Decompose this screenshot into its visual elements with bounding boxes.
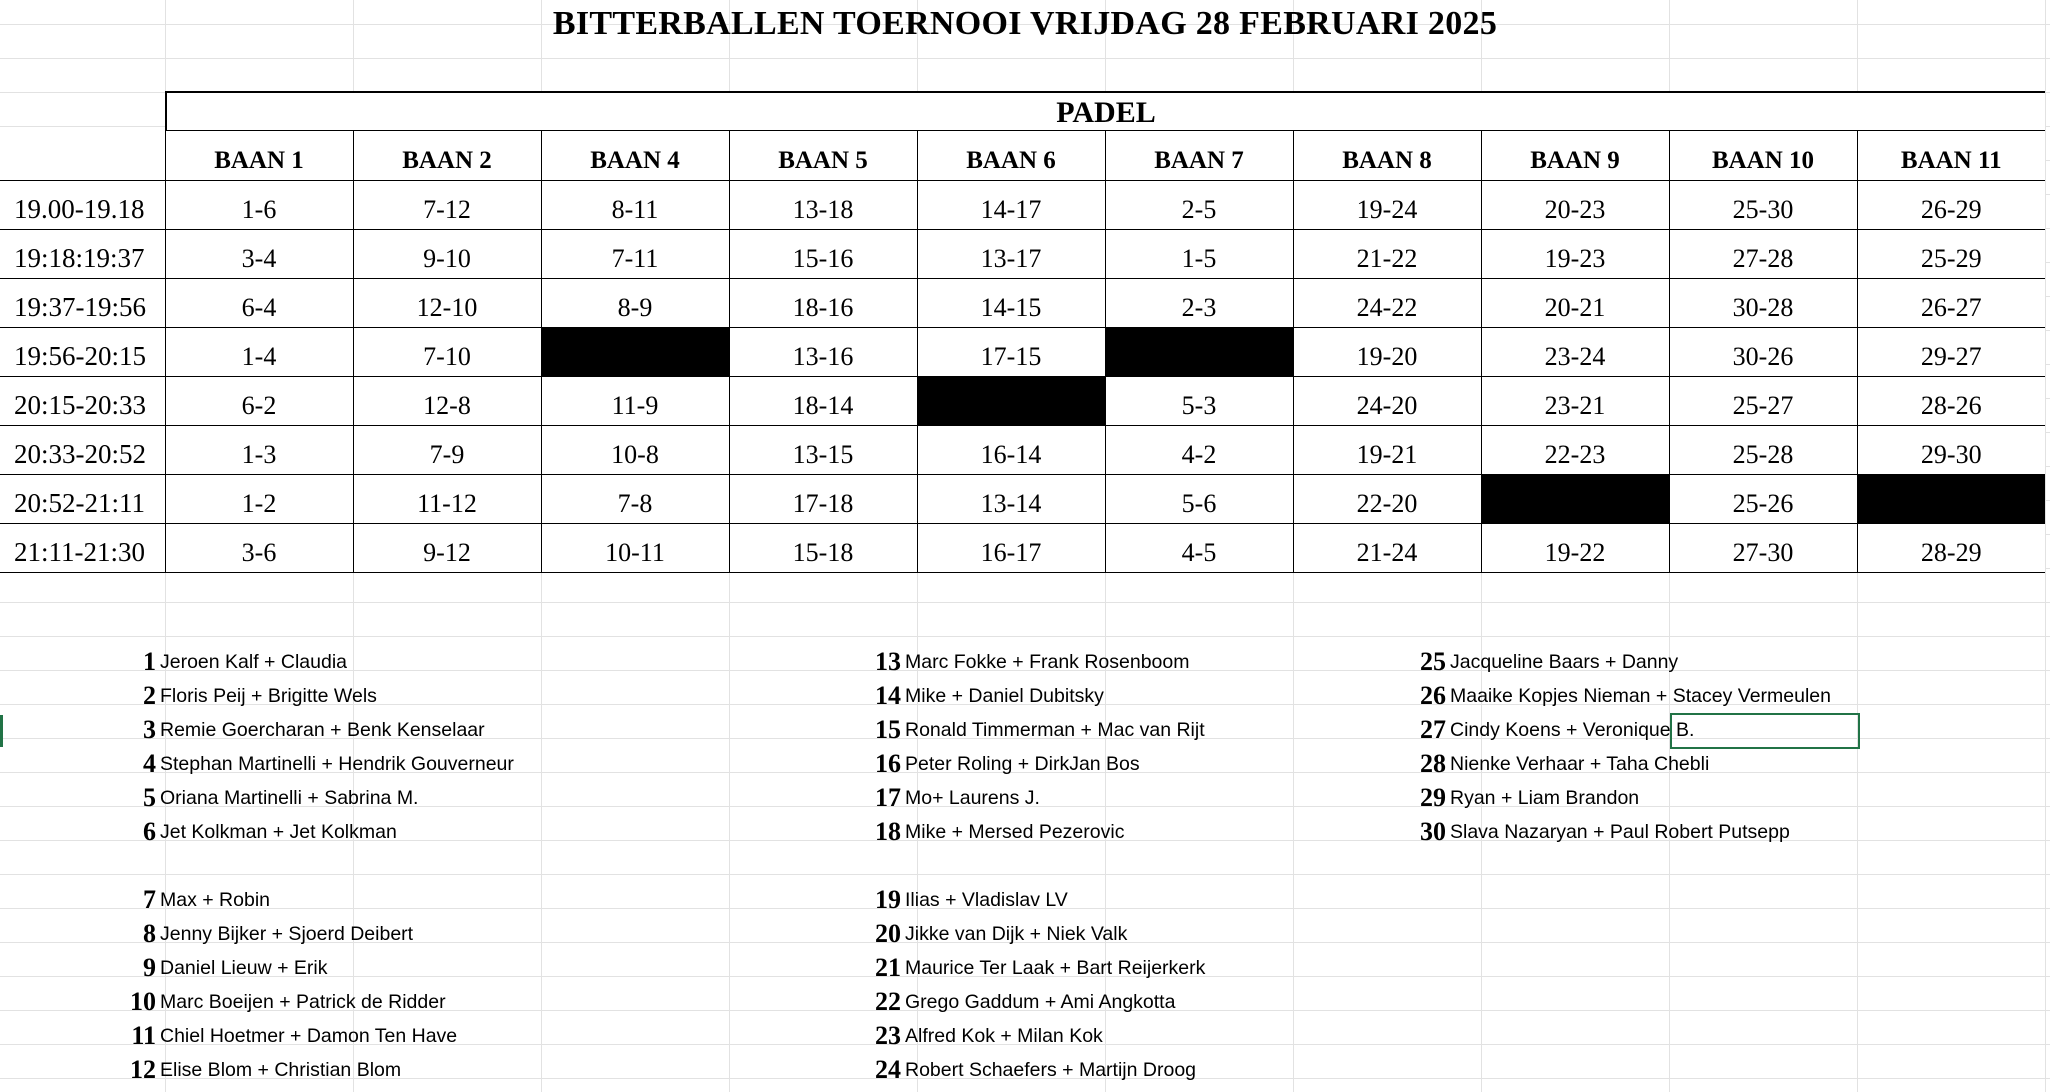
time-slot-row bbox=[0, 523, 2045, 572]
match-cell[interactable]: 1-3 bbox=[165, 425, 353, 474]
team-players: Nienke Verhaar + Taha Chebli bbox=[1450, 752, 1710, 775]
match-cell[interactable]: 7-12 bbox=[353, 180, 541, 229]
team-entry[interactable] bbox=[745, 917, 1205, 951]
schedule-table bbox=[0, 131, 2045, 573]
team-number: 23 bbox=[875, 1021, 901, 1050]
team-number: 7 bbox=[143, 885, 156, 914]
court-header[interactable]: BAAN 11 bbox=[1857, 131, 2045, 180]
match-cell[interactable]: 2-3 bbox=[1105, 278, 1293, 327]
match-cell[interactable]: 23-21 bbox=[1481, 376, 1669, 425]
team-entry[interactable] bbox=[745, 713, 1205, 747]
team-players: Mike + Daniel Dubitsky bbox=[905, 684, 1104, 707]
match-cell[interactable]: 8-11 bbox=[541, 180, 729, 229]
team-number: 3 bbox=[143, 715, 156, 744]
time-slot-row bbox=[0, 376, 2045, 425]
team-players: Max + Robin bbox=[160, 888, 271, 911]
team-players: Ronald Timmerman + Mac van Rijt bbox=[905, 718, 1205, 741]
match-cell[interactable]: 11-9 bbox=[541, 376, 729, 425]
team-number: 22 bbox=[875, 987, 901, 1016]
team-players: Jenny Bijker + Sjoerd Deibert bbox=[160, 922, 414, 945]
match-cell[interactable]: 26-27 bbox=[1857, 278, 2045, 327]
team-number: 12 bbox=[130, 1055, 156, 1084]
match-cell[interactable]: 12-10 bbox=[353, 278, 541, 327]
team-players: Chiel Hoetmer + Damon Ten Have bbox=[160, 1024, 458, 1047]
match-cell[interactable]: 25-30 bbox=[1669, 180, 1857, 229]
court-header[interactable]: BAAN 5 bbox=[729, 131, 917, 180]
match-cell[interactable]: 28-29 bbox=[1857, 523, 2045, 572]
team-entry[interactable] bbox=[0, 917, 514, 951]
team-entry[interactable] bbox=[0, 1019, 514, 1053]
blocked-court-cell[interactable] bbox=[1105, 327, 1293, 376]
match-cell[interactable]: 12-8 bbox=[353, 376, 541, 425]
team-players: Maaike Kopjes Nieman + Stacey Vermeulen bbox=[1450, 684, 1831, 707]
match-cell[interactable]: 22-20 bbox=[1293, 474, 1481, 523]
team-players: Ryan + Liam Brandon bbox=[1450, 786, 1640, 809]
match-cell[interactable]: 3-6 bbox=[165, 523, 353, 572]
match-cell[interactable]: 25-28 bbox=[1669, 425, 1857, 474]
match-cell[interactable]: 25-26 bbox=[1669, 474, 1857, 523]
team-players: Jikke van Dijk + Niek Valk bbox=[905, 922, 1128, 945]
team-entry[interactable] bbox=[0, 679, 514, 713]
section-header-padel: PADEL bbox=[165, 91, 2045, 131]
match-cell[interactable]: 15-16 bbox=[729, 229, 917, 278]
match-cell[interactable]: 7-8 bbox=[541, 474, 729, 523]
blocked-court-cell[interactable] bbox=[541, 327, 729, 376]
team-players: Jeroen Kalf + Claudia bbox=[160, 650, 347, 673]
match-cell[interactable]: 26-29 bbox=[1857, 180, 2045, 229]
time-slot-row bbox=[0, 229, 2045, 278]
team-number: 19 bbox=[875, 885, 901, 914]
match-cell[interactable]: 21-24 bbox=[1293, 523, 1481, 572]
match-cell[interactable]: 2-5 bbox=[1105, 180, 1293, 229]
team-entry[interactable] bbox=[1290, 645, 1831, 679]
team-number: 20 bbox=[875, 919, 901, 948]
match-cell[interactable]: 15-18 bbox=[729, 523, 917, 572]
team-entry[interactable] bbox=[745, 747, 1205, 781]
match-cell[interactable]: 19-24 bbox=[1293, 180, 1481, 229]
match-cell[interactable]: 14-17 bbox=[917, 180, 1105, 229]
court-header[interactable]: BAAN 1 bbox=[165, 131, 353, 180]
match-cell[interactable]: 28-26 bbox=[1857, 376, 2045, 425]
match-cell[interactable]: 27-28 bbox=[1669, 229, 1857, 278]
court-header-row bbox=[0, 131, 2045, 180]
match-cell[interactable]: 7-10 bbox=[353, 327, 541, 376]
team-entry[interactable] bbox=[1290, 713, 1831, 747]
team-number: 8 bbox=[143, 919, 156, 948]
time-slot-label[interactable]: 19:18:19:37 bbox=[0, 229, 165, 278]
time-slot-label[interactable]: 20:33-20:52 bbox=[0, 425, 165, 474]
match-cell[interactable]: 13-14 bbox=[917, 474, 1105, 523]
team-number: 9 bbox=[143, 953, 156, 982]
match-cell[interactable]: 24-20 bbox=[1293, 376, 1481, 425]
team-entry[interactable] bbox=[745, 985, 1205, 1019]
match-cell[interactable]: 18-16 bbox=[729, 278, 917, 327]
time-slot-row bbox=[0, 327, 2045, 376]
team-players: Elise Blom + Christian Blom bbox=[160, 1058, 402, 1081]
team-list-25-30 bbox=[1290, 645, 1831, 849]
match-cell[interactable]: 13-16 bbox=[729, 327, 917, 376]
team-number: 5 bbox=[143, 783, 156, 812]
team-number: 24 bbox=[875, 1055, 901, 1084]
time-slot-label[interactable]: 19.00-19.18 bbox=[0, 180, 165, 229]
team-entry[interactable] bbox=[1290, 679, 1831, 713]
court-header[interactable]: BAAN 9 bbox=[1481, 131, 1669, 180]
team-number: 1 bbox=[143, 647, 156, 676]
match-cell[interactable]: 5-3 bbox=[1105, 376, 1293, 425]
court-header[interactable]: BAAN 8 bbox=[1293, 131, 1481, 180]
time-slot-label[interactable]: 20:15-20:33 bbox=[0, 376, 165, 425]
team-players: Marc Fokke + Frank Rosenboom bbox=[905, 650, 1190, 673]
blocked-court-cell[interactable] bbox=[1857, 474, 2045, 523]
match-cell[interactable]: 5-6 bbox=[1105, 474, 1293, 523]
team-number: 26 bbox=[1420, 681, 1446, 710]
match-cell[interactable]: 16-14 bbox=[917, 425, 1105, 474]
team-players: Floris Peij + Brigitte Wels bbox=[160, 684, 377, 707]
team-list-1-12 bbox=[0, 645, 514, 1087]
match-cell[interactable]: 6-4 bbox=[165, 278, 353, 327]
time-slot-row bbox=[0, 425, 2045, 474]
team-players: Mo+ Laurens J. bbox=[905, 786, 1040, 809]
team-entry[interactable] bbox=[745, 951, 1205, 985]
team-entry[interactable] bbox=[745, 679, 1205, 713]
team-players: Maurice Ter Laak + Bart Reijerkerk bbox=[905, 956, 1206, 979]
team-number: 18 bbox=[875, 817, 901, 846]
team-players: Robert Schaefers + Martijn Droog bbox=[905, 1058, 1197, 1081]
team-players: Stephan Martinelli + Hendrik Gouverneur bbox=[160, 752, 514, 775]
team-number: 30 bbox=[1420, 817, 1446, 846]
match-cell[interactable]: 19-23 bbox=[1481, 229, 1669, 278]
team-entry[interactable] bbox=[745, 645, 1205, 679]
team-number: 10 bbox=[130, 987, 156, 1016]
team-players: Grego Gaddum + Ami Angkotta bbox=[905, 990, 1176, 1013]
team-entry[interactable] bbox=[0, 645, 514, 679]
match-cell[interactable]: 20-21 bbox=[1481, 278, 1669, 327]
team-entry[interactable] bbox=[745, 1019, 1205, 1053]
match-cell[interactable]: 1-6 bbox=[165, 180, 353, 229]
match-cell[interactable]: 19-22 bbox=[1481, 523, 1669, 572]
match-cell[interactable]: 23-24 bbox=[1481, 327, 1669, 376]
team-number: 13 bbox=[875, 647, 901, 676]
match-cell[interactable]: 7-9 bbox=[353, 425, 541, 474]
match-cell[interactable]: 19-20 bbox=[1293, 327, 1481, 376]
court-header[interactable]: BAAN 2 bbox=[353, 131, 541, 180]
match-cell[interactable]: 14-15 bbox=[917, 278, 1105, 327]
team-entry[interactable] bbox=[1290, 781, 1831, 815]
match-cell[interactable]: 13-15 bbox=[729, 425, 917, 474]
match-cell[interactable]: 24-22 bbox=[1293, 278, 1481, 327]
team-entry[interactable] bbox=[1290, 815, 1831, 849]
court-header[interactable]: BAAN 10 bbox=[1669, 131, 1857, 180]
time-slot-row bbox=[0, 278, 2045, 327]
match-cell[interactable]: 4-2 bbox=[1105, 425, 1293, 474]
match-cell[interactable]: 18-14 bbox=[729, 376, 917, 425]
match-cell[interactable]: 8-9 bbox=[541, 278, 729, 327]
team-number: 4 bbox=[143, 749, 156, 778]
time-slot-row bbox=[0, 180, 2045, 229]
match-cell[interactable]: 17-15 bbox=[917, 327, 1105, 376]
match-cell[interactable]: 29-27 bbox=[1857, 327, 2045, 376]
blocked-court-cell[interactable] bbox=[917, 376, 1105, 425]
team-players: Remie Goercharan + Benk Kenselaar bbox=[160, 718, 485, 741]
match-cell[interactable]: 9-10 bbox=[353, 229, 541, 278]
match-cell[interactable]: 10-11 bbox=[541, 523, 729, 572]
team-entry[interactable] bbox=[0, 1053, 514, 1087]
team-players: Slava Nazaryan + Paul Robert Putsepp bbox=[1450, 820, 1790, 843]
team-entry[interactable] bbox=[0, 781, 514, 815]
match-cell[interactable]: 17-18 bbox=[729, 474, 917, 523]
match-cell[interactable]: 4-5 bbox=[1105, 523, 1293, 572]
time-slot-label[interactable]: 20:52-21:11 bbox=[0, 474, 165, 523]
court-header[interactable]: BAAN 4 bbox=[541, 131, 729, 180]
team-number: 15 bbox=[875, 715, 901, 744]
match-cell[interactable]: 11-12 bbox=[353, 474, 541, 523]
team-players: Peter Roling + DirkJan Bos bbox=[905, 752, 1140, 775]
court-header[interactable]: BAAN 6 bbox=[917, 131, 1105, 180]
team-list-13-24 bbox=[745, 645, 1205, 1087]
team-number: 17 bbox=[875, 783, 901, 812]
match-cell[interactable]: 13-17 bbox=[917, 229, 1105, 278]
team-players: Jacqueline Baars + Danny bbox=[1450, 650, 1679, 673]
match-cell[interactable]: 29-30 bbox=[1857, 425, 2045, 474]
match-cell[interactable]: 30-26 bbox=[1669, 327, 1857, 376]
team-entry[interactable] bbox=[0, 747, 514, 781]
match-cell[interactable]: 25-27 bbox=[1669, 376, 1857, 425]
team-entry[interactable] bbox=[0, 951, 514, 985]
team-entry[interactable] bbox=[0, 883, 514, 917]
match-cell[interactable]: 20-23 bbox=[1481, 180, 1669, 229]
team-entry[interactable] bbox=[745, 815, 1205, 849]
team-players: Oriana Martinelli + Sabrina M. bbox=[160, 786, 419, 809]
team-players: Ilias + Vladislav LV bbox=[905, 888, 1068, 911]
team-entry[interactable] bbox=[745, 1053, 1205, 1087]
team-entry[interactable] bbox=[1290, 747, 1831, 781]
team-players: Marc Boeijen + Patrick de Ridder bbox=[160, 990, 446, 1013]
team-number: 27 bbox=[1420, 715, 1446, 744]
match-cell[interactable]: 16-17 bbox=[917, 523, 1105, 572]
team-players: Mike + Mersed Pezerovic bbox=[905, 820, 1125, 843]
match-cell[interactable]: 22-23 bbox=[1481, 425, 1669, 474]
match-cell[interactable]: 13-18 bbox=[729, 180, 917, 229]
time-slot-label[interactable]: 19:56-20:15 bbox=[0, 327, 165, 376]
team-number: 21 bbox=[875, 953, 901, 982]
time-slot-row bbox=[0, 474, 2045, 523]
match-cell[interactable]: 30-28 bbox=[1669, 278, 1857, 327]
team-number: 6 bbox=[143, 817, 156, 846]
match-cell[interactable]: 1-5 bbox=[1105, 229, 1293, 278]
court-header[interactable]: BAAN 7 bbox=[1105, 131, 1293, 180]
team-entry[interactable] bbox=[0, 713, 514, 747]
team-list-spacer bbox=[745, 849, 1205, 883]
team-players: Jet Kolkman + Jet Kolkman bbox=[160, 820, 397, 843]
team-number: 25 bbox=[1420, 647, 1446, 676]
match-cell[interactable]: 1-2 bbox=[165, 474, 353, 523]
team-entry[interactable] bbox=[745, 883, 1205, 917]
team-number: 2 bbox=[143, 681, 156, 710]
match-cell[interactable]: 9-12 bbox=[353, 523, 541, 572]
team-number: 29 bbox=[1420, 783, 1446, 812]
team-list-spacer bbox=[0, 849, 514, 883]
corner-cell[interactable] bbox=[0, 131, 165, 180]
match-cell[interactable]: 1-4 bbox=[165, 327, 353, 376]
team-entry[interactable] bbox=[0, 985, 514, 1019]
team-number: 14 bbox=[875, 681, 901, 710]
team-players: Alfred Kok + Milan Kok bbox=[905, 1024, 1103, 1047]
match-cell[interactable]: 27-30 bbox=[1669, 523, 1857, 572]
match-cell[interactable]: 3-4 bbox=[165, 229, 353, 278]
team-entry[interactable] bbox=[745, 781, 1205, 815]
blocked-court-cell[interactable] bbox=[1481, 474, 1669, 523]
match-cell[interactable]: 10-8 bbox=[541, 425, 729, 474]
time-slot-label[interactable]: 21:11-21:30 bbox=[0, 523, 165, 572]
active-row-marker bbox=[0, 715, 3, 747]
schedule-body bbox=[0, 180, 2045, 572]
page-title: BITTERBALLEN TOERNOOI VRIJDAG 28 FEBRUARI 2025 bbox=[552, 5, 1498, 42]
match-cell[interactable]: 25-29 bbox=[1857, 229, 2045, 278]
match-cell[interactable]: 6-2 bbox=[165, 376, 353, 425]
match-cell[interactable]: 7-11 bbox=[541, 229, 729, 278]
time-slot-label[interactable]: 19:37-19:56 bbox=[0, 278, 165, 327]
team-number: 16 bbox=[875, 749, 901, 778]
match-cell[interactable]: 19-21 bbox=[1293, 425, 1481, 474]
team-entry[interactable] bbox=[0, 815, 514, 849]
team-players: Cindy Koens + Veronique B. bbox=[1450, 718, 1695, 741]
team-players: Daniel Lieuw + Erik bbox=[160, 956, 328, 979]
match-cell[interactable]: 21-22 bbox=[1293, 229, 1481, 278]
team-number: 11 bbox=[131, 1021, 156, 1050]
team-number: 28 bbox=[1420, 749, 1446, 778]
